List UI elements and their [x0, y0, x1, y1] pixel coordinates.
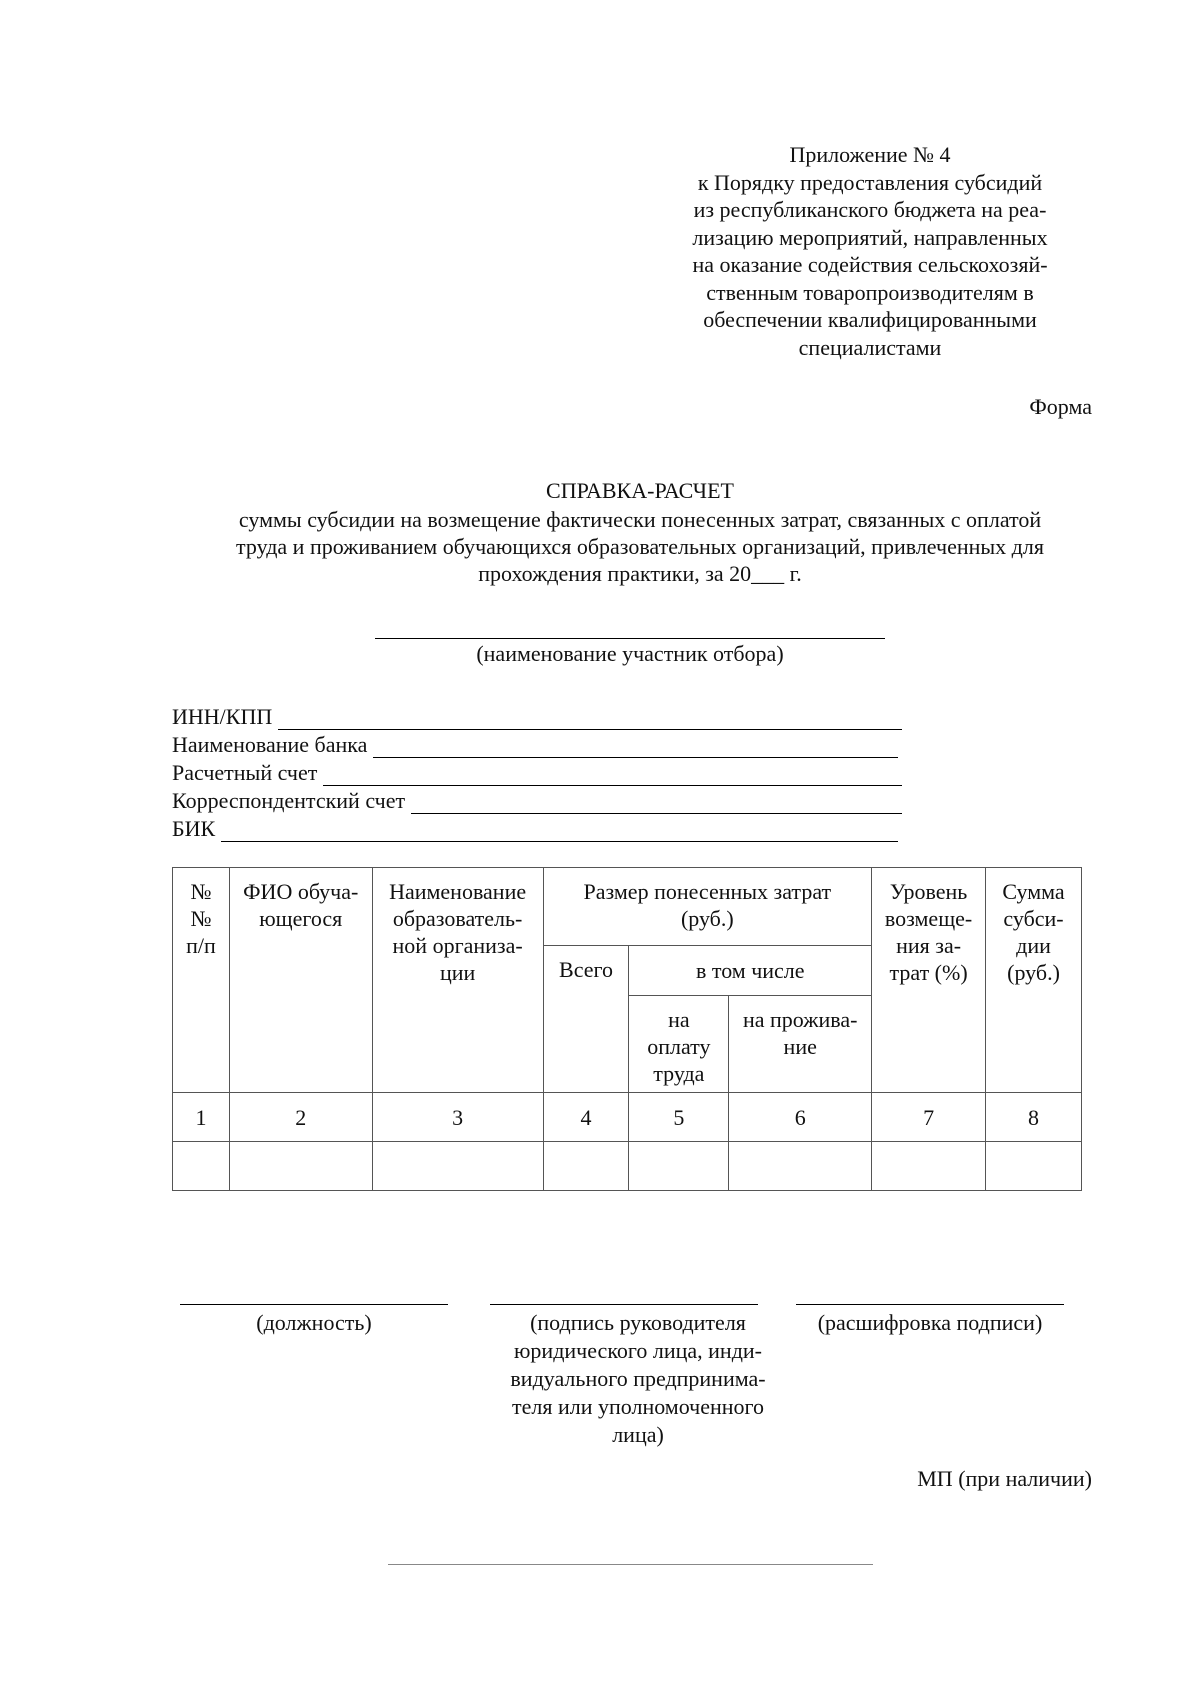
appendix-line: Приложение № 4	[789, 142, 951, 167]
head-signature	[488, 1304, 788, 1449]
decryption-signature	[796, 1304, 1064, 1337]
appendix-block	[660, 141, 1080, 361]
account-field	[172, 758, 902, 786]
title-line: суммы субсидии на возмещение фактически понесенных затрат, связанных с оплатой	[238, 507, 1042, 532]
account-label: Расчетный счет	[172, 760, 318, 785]
header-including: в том числе	[629, 946, 872, 996]
bik-field	[172, 814, 902, 842]
bank-field	[172, 730, 902, 758]
decryption-caption: (расшифровка подписи)	[817, 1310, 1043, 1335]
header-fio: ФИО обуча- ющегося	[229, 868, 372, 1093]
header-labor: на оплату труда	[629, 996, 729, 1093]
title-heading: СПРАВКА-РАСЧЕТ	[546, 478, 734, 503]
calculation-table	[172, 867, 1082, 1191]
table-cell[interactable]	[729, 1142, 872, 1191]
table-row	[173, 1142, 1082, 1191]
table-cell[interactable]	[173, 1142, 230, 1191]
col-number-cell: 3	[372, 1093, 543, 1142]
account-fill-line[interactable]	[323, 765, 902, 786]
inn-label: ИНН/КПП	[172, 704, 273, 729]
form-label: Форма	[1029, 394, 1092, 419]
header-total: Всего	[543, 946, 629, 1093]
col-number-cell: 7	[872, 1093, 986, 1142]
corr-account-label: Корреспондентский счет	[172, 788, 406, 813]
participant-caption: (наименование участник отбора)	[476, 641, 784, 666]
title-line: труда и проживанием обучающихся образовательных организаций, привлеченных для	[236, 534, 1044, 559]
col-number-cell: 4	[543, 1093, 629, 1142]
position-signature	[180, 1304, 448, 1337]
header-num: № № п/п	[173, 868, 230, 1093]
position-line[interactable]	[180, 1304, 448, 1305]
participant-name-line[interactable]	[375, 638, 885, 639]
appendix-line: из республиканского бюджета на реа-	[693, 197, 1047, 222]
title-line: прохождения практики, за 20___ г.	[478, 561, 802, 586]
col-number-cell: 2	[229, 1093, 372, 1142]
appendix-line: обеспечении квалифицированными	[703, 307, 1037, 332]
appendix-line: на оказание содействия сельскохозяй-	[692, 252, 1048, 277]
col-number-cell: 8	[986, 1093, 1082, 1142]
bank-fill-line[interactable]	[373, 737, 898, 758]
requisites-fields	[172, 702, 902, 842]
appendix-line: лизацию мероприятий, направленных	[692, 224, 1048, 250]
inn-fill-line[interactable]	[278, 709, 902, 730]
appendix-line: к Порядку предоставления субсидий	[697, 169, 1043, 195]
stamp-label: МП (при наличии)	[917, 1466, 1092, 1491]
document-title	[160, 477, 1120, 587]
table-cell[interactable]	[986, 1142, 1082, 1191]
footer-divider	[388, 1564, 873, 1565]
signature-line[interactable]	[490, 1304, 758, 1305]
header-organization: Наименование образователь- ной организа- ции	[372, 868, 543, 1093]
position-caption: (должность)	[256, 1310, 372, 1335]
bank-label: Наименование банка	[172, 732, 368, 757]
header-compensation-level: Уровень возмеще- ния за- трат (%)	[872, 868, 986, 1093]
table-cell[interactable]	[543, 1142, 629, 1191]
inn-field	[172, 702, 902, 730]
corr-account-field	[172, 786, 902, 814]
participant-name-block	[375, 638, 885, 667]
header-subsidy-amount: Сумма субси- дии (руб.)	[986, 868, 1082, 1093]
appendix-line: ственным товаропроизводителям в	[706, 279, 1034, 305]
table-cell[interactable]	[872, 1142, 986, 1191]
col-number-cell: 1	[173, 1093, 230, 1142]
header-costs: Размер понесенных затрат (руб.)	[543, 868, 872, 946]
col-number-cell: 6	[729, 1093, 872, 1142]
bik-fill-line[interactable]	[221, 821, 898, 842]
decryption-line[interactable]	[796, 1304, 1064, 1305]
bik-label: БИК	[172, 816, 216, 841]
table-cell[interactable]	[372, 1142, 543, 1191]
table-cell[interactable]	[229, 1142, 372, 1191]
signature-caption: (подпись руководителя юридического лица, инди- видуального предпринима- теля или уполномоченного лица)	[510, 1310, 766, 1447]
appendix-line: специалистами	[798, 334, 942, 360]
col-number-cell: 5	[629, 1093, 729, 1142]
header-living: на прожива- ние	[729, 996, 872, 1093]
table-cell[interactable]	[629, 1142, 729, 1191]
corr-account-fill-line[interactable]	[411, 793, 902, 814]
